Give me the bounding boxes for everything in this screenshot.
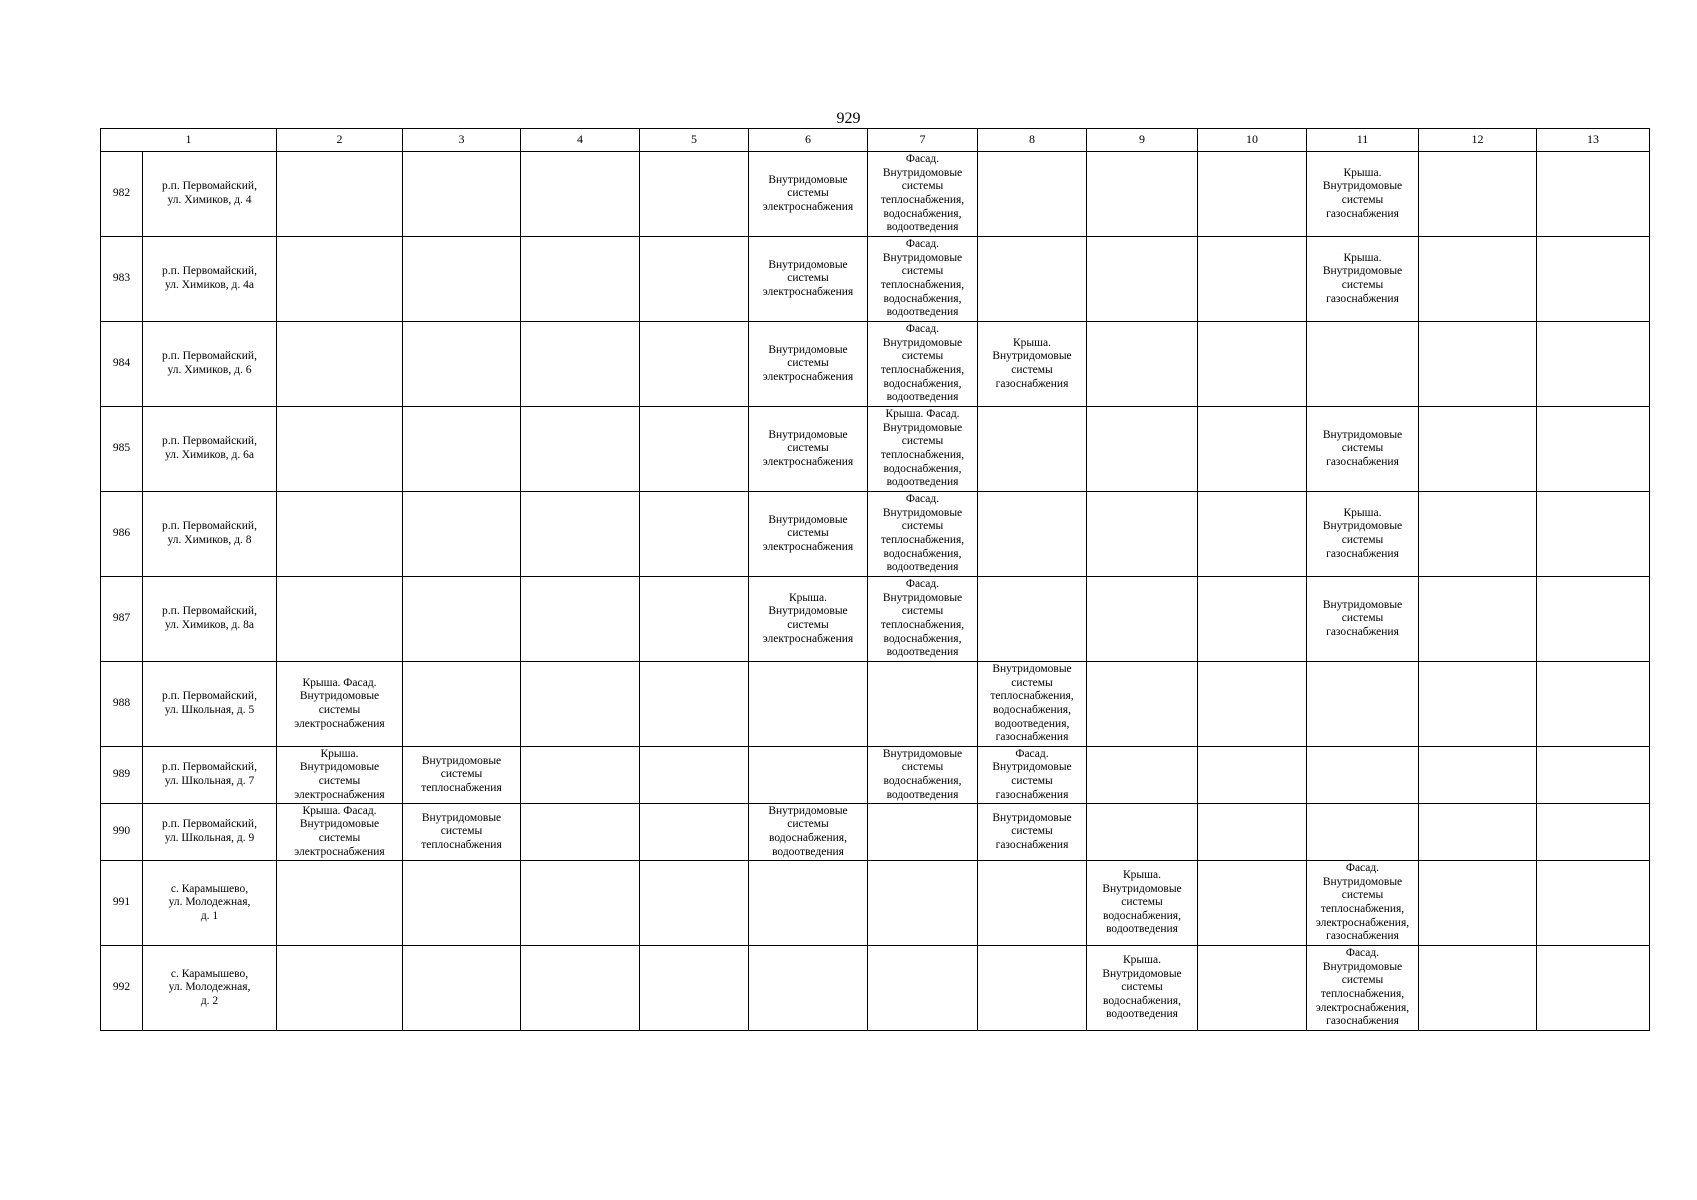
work-cell-8 — [978, 237, 1087, 322]
work-cell-10 — [1198, 152, 1307, 237]
row-number-cell: 991 — [101, 861, 143, 946]
address-cell: р.п. Первомайский, ул. Химиков, д. 6а — [143, 407, 277, 492]
header-cell-10: 10 — [1198, 129, 1307, 152]
work-cell-9 — [1087, 492, 1198, 577]
work-cell-4 — [521, 662, 640, 747]
work-cell-8: Внутридомовые системы теплоснабжения, водоснабжения, водоотведения, газоснабжения — [978, 662, 1087, 747]
work-cell-12 — [1419, 946, 1537, 1031]
table-row — [101, 662, 1650, 747]
work-cell-13 — [1537, 946, 1650, 1031]
row-number-cell: 992 — [101, 946, 143, 1031]
table-row — [101, 492, 1650, 577]
work-cell-11 — [1307, 662, 1419, 747]
work-cell-9 — [1087, 407, 1198, 492]
header-cell-8: 8 — [978, 129, 1087, 152]
work-cell-12 — [1419, 662, 1537, 747]
work-cell-7 — [868, 946, 978, 1031]
work-cell-2 — [277, 407, 403, 492]
work-cell-5 — [640, 577, 749, 662]
work-cell-13 — [1537, 237, 1650, 322]
work-cell-13 — [1537, 861, 1650, 946]
work-cell-11: Крыша. Внутридомовые системы газоснабжения — [1307, 492, 1419, 577]
row-number-cell: 986 — [101, 492, 143, 577]
row-number-cell: 987 — [101, 577, 143, 662]
work-cell-13 — [1537, 492, 1650, 577]
work-cell-5 — [640, 804, 749, 861]
work-cell-8 — [978, 492, 1087, 577]
work-cell-2 — [277, 237, 403, 322]
work-cell-12 — [1419, 804, 1537, 861]
work-cell-7: Крыша. Фасад. Внутридомовые системы теплоснабжения, водоснабжения, водоотведения — [868, 407, 978, 492]
work-cell-11: Фасад. Внутридомовые системы теплоснабжения, электроснабжения, газоснабжения — [1307, 861, 1419, 946]
row-number-cell: 982 — [101, 152, 143, 237]
work-cell-9 — [1087, 237, 1198, 322]
work-cell-9: Крыша. Внутридомовые системы водоснабжения, водоотведения — [1087, 946, 1198, 1031]
work-cell-9 — [1087, 804, 1198, 861]
header-cell-3: 3 — [403, 129, 521, 152]
header-cell-1: 1 — [101, 129, 277, 152]
work-cell-4 — [521, 577, 640, 662]
work-cell-2 — [277, 577, 403, 662]
work-cell-8: Внутридомовые системы газоснабжения — [978, 804, 1087, 861]
work-cell-13 — [1537, 577, 1650, 662]
address-cell: с. Карамышево, ул. Молодежная, д. 2 — [143, 946, 277, 1031]
address-cell: р.п. Первомайский, ул. Химиков, д. 4а — [143, 237, 277, 322]
work-cell-13 — [1537, 407, 1650, 492]
work-cell-9 — [1087, 152, 1198, 237]
work-cell-7: Внутридомовые системы водоснабжения, водоотведения — [868, 747, 978, 804]
work-cell-12 — [1419, 492, 1537, 577]
work-cell-2: Крыша. Фасад. Внутридомовые системы электроснабжения — [277, 662, 403, 747]
work-cell-11 — [1307, 322, 1419, 407]
work-cell-3 — [403, 861, 521, 946]
work-cell-7: Фасад. Внутридомовые системы теплоснабжения, водоснабжения, водоотведения — [868, 237, 978, 322]
header-cell-12: 12 — [1419, 129, 1537, 152]
header-cell-13: 13 — [1537, 129, 1650, 152]
header-row — [101, 129, 1650, 152]
table-row — [101, 322, 1650, 407]
work-cell-2: Крыша. Внутридомовые системы электроснабжения — [277, 747, 403, 804]
work-cell-4 — [521, 152, 640, 237]
work-cell-5 — [640, 946, 749, 1031]
work-cell-11: Внутридомовые системы газоснабжения — [1307, 407, 1419, 492]
address-cell: р.п. Первомайский, ул. Химиков, д. 8 — [143, 492, 277, 577]
table-row — [101, 577, 1650, 662]
table-row — [101, 747, 1650, 804]
header-cell-6: 6 — [749, 129, 868, 152]
work-cell-7: Фасад. Внутридомовые системы теплоснабжения, водоснабжения, водоотведения — [868, 492, 978, 577]
work-cell-10 — [1198, 861, 1307, 946]
work-cell-3: Внутридомовые системы теплоснабжения — [403, 747, 521, 804]
work-cell-6: Внутридомовые системы электроснабжения — [749, 322, 868, 407]
row-number-cell: 985 — [101, 407, 143, 492]
work-cell-2 — [277, 492, 403, 577]
work-cell-12 — [1419, 577, 1537, 662]
work-cell-9 — [1087, 747, 1198, 804]
work-cell-2 — [277, 152, 403, 237]
work-cell-6 — [749, 861, 868, 946]
work-cell-12 — [1419, 407, 1537, 492]
work-cell-3 — [403, 577, 521, 662]
row-number-cell: 988 — [101, 662, 143, 747]
work-cell-13 — [1537, 152, 1650, 237]
header-cell-9: 9 — [1087, 129, 1198, 152]
work-cell-2 — [277, 322, 403, 407]
work-cell-4 — [521, 861, 640, 946]
work-cell-10 — [1198, 407, 1307, 492]
work-cell-5 — [640, 861, 749, 946]
work-cell-6: Внутридомовые системы водоснабжения, водоотведения — [749, 804, 868, 861]
work-cell-3 — [403, 946, 521, 1031]
address-cell: р.п. Первомайский, ул. Школьная, д. 9 — [143, 804, 277, 861]
work-cell-3: Внутридомовые системы теплоснабжения — [403, 804, 521, 861]
row-number-cell: 984 — [101, 322, 143, 407]
work-cell-13 — [1537, 804, 1650, 861]
row-number-cell: 983 — [101, 237, 143, 322]
work-cell-8: Крыша. Внутридомовые системы газоснабжения — [978, 322, 1087, 407]
work-cell-8 — [978, 946, 1087, 1031]
work-cell-12 — [1419, 861, 1537, 946]
work-cell-4 — [521, 407, 640, 492]
address-cell: р.п. Первомайский, ул. Школьная, д. 7 — [143, 747, 277, 804]
work-cell-12 — [1419, 237, 1537, 322]
work-cell-10 — [1198, 946, 1307, 1031]
header-cell-7: 7 — [868, 129, 978, 152]
work-cell-2: Крыша. Фасад. Внутридомовые системы электроснабжения — [277, 804, 403, 861]
table-row — [101, 407, 1650, 492]
repair-schedule-table — [100, 128, 1650, 1031]
work-cell-10 — [1198, 322, 1307, 407]
work-cell-7: Фасад. Внутридомовые системы теплоснабжения, водоснабжения, водоотведения — [868, 152, 978, 237]
work-cell-6: Внутридомовые системы электроснабжения — [749, 152, 868, 237]
work-cell-3 — [403, 662, 521, 747]
work-cell-6: Внутридомовые системы электроснабжения — [749, 492, 868, 577]
work-cell-11: Внутридомовые системы газоснабжения — [1307, 577, 1419, 662]
address-cell: р.п. Первомайский, ул. Химиков, д. 6 — [143, 322, 277, 407]
work-cell-10 — [1198, 237, 1307, 322]
work-cell-4 — [521, 747, 640, 804]
address-cell: р.п. Первомайский, ул. Химиков, д. 8а — [143, 577, 277, 662]
address-cell: р.п. Первомайский, ул. Школьная, д. 5 — [143, 662, 277, 747]
table-row — [101, 152, 1650, 237]
table-row — [101, 804, 1650, 861]
work-cell-7: Фасад. Внутридомовые системы теплоснабжения, водоснабжения, водоотведения — [868, 322, 978, 407]
work-cell-10 — [1198, 662, 1307, 747]
work-cell-11 — [1307, 804, 1419, 861]
header-cell-2: 2 — [277, 129, 403, 152]
work-cell-9 — [1087, 577, 1198, 662]
work-cell-6 — [749, 662, 868, 747]
work-cell-5 — [640, 152, 749, 237]
work-cell-5 — [640, 747, 749, 804]
work-cell-11: Крыша. Внутридомовые системы газоснабжения — [1307, 237, 1419, 322]
work-cell-10 — [1198, 577, 1307, 662]
work-cell-8: Фасад. Внутридомовые системы газоснабжения — [978, 747, 1087, 804]
work-cell-6 — [749, 946, 868, 1031]
work-cell-6: Крыша. Внутридомовые системы электроснабжения — [749, 577, 868, 662]
work-cell-13 — [1537, 662, 1650, 747]
work-cell-3 — [403, 322, 521, 407]
work-cell-4 — [521, 237, 640, 322]
work-cell-3 — [403, 492, 521, 577]
work-cell-3 — [403, 237, 521, 322]
work-cell-5 — [640, 662, 749, 747]
work-cell-12 — [1419, 322, 1537, 407]
address-cell: с. Карамышево, ул. Молодежная, д. 1 — [143, 861, 277, 946]
work-cell-5 — [640, 322, 749, 407]
work-cell-5 — [640, 407, 749, 492]
work-cell-3 — [403, 152, 521, 237]
row-number-cell: 989 — [101, 747, 143, 804]
work-cell-10 — [1198, 804, 1307, 861]
work-cell-7 — [868, 662, 978, 747]
work-cell-6 — [749, 747, 868, 804]
header-cell-11: 11 — [1307, 129, 1419, 152]
work-cell-5 — [640, 237, 749, 322]
work-cell-6: Внутридомовые системы электроснабжения — [749, 237, 868, 322]
work-cell-4 — [521, 946, 640, 1031]
work-cell-8 — [978, 152, 1087, 237]
work-cell-7 — [868, 861, 978, 946]
work-cell-11: Фасад. Внутридомовые системы теплоснабжения, электроснабжения, газоснабжения — [1307, 946, 1419, 1031]
work-cell-2 — [277, 861, 403, 946]
table-row — [101, 237, 1650, 322]
work-cell-7 — [868, 804, 978, 861]
work-cell-12 — [1419, 152, 1537, 237]
work-cell-8 — [978, 407, 1087, 492]
row-number-cell: 990 — [101, 804, 143, 861]
work-cell-11 — [1307, 747, 1419, 804]
work-cell-11: Крыша. Внутридомовые системы газоснабжения — [1307, 152, 1419, 237]
work-cell-9 — [1087, 322, 1198, 407]
work-cell-13 — [1537, 322, 1650, 407]
work-cell-9: Крыша. Внутридомовые системы водоснабжения, водоотведения — [1087, 861, 1198, 946]
work-cell-3 — [403, 407, 521, 492]
page-number: 929 — [836, 110, 861, 127]
table-row — [101, 946, 1650, 1031]
work-cell-4 — [521, 804, 640, 861]
work-cell-4 — [521, 492, 640, 577]
work-cell-12 — [1419, 747, 1537, 804]
work-cell-8 — [978, 577, 1087, 662]
work-cell-2 — [277, 946, 403, 1031]
address-cell: р.п. Первомайский, ул. Химиков, д. 4 — [143, 152, 277, 237]
work-cell-6: Внутридомовые системы электроснабжения — [749, 407, 868, 492]
work-cell-10 — [1198, 492, 1307, 577]
work-cell-7: Фасад. Внутридомовые системы теплоснабжения, водоснабжения, водоотведения — [868, 577, 978, 662]
work-cell-5 — [640, 492, 749, 577]
header-cell-4: 4 — [521, 129, 640, 152]
table-row — [101, 861, 1650, 946]
work-cell-8 — [978, 861, 1087, 946]
work-cell-9 — [1087, 662, 1198, 747]
work-cell-13 — [1537, 747, 1650, 804]
work-cell-4 — [521, 322, 640, 407]
header-cell-5: 5 — [640, 129, 749, 152]
work-cell-10 — [1198, 747, 1307, 804]
